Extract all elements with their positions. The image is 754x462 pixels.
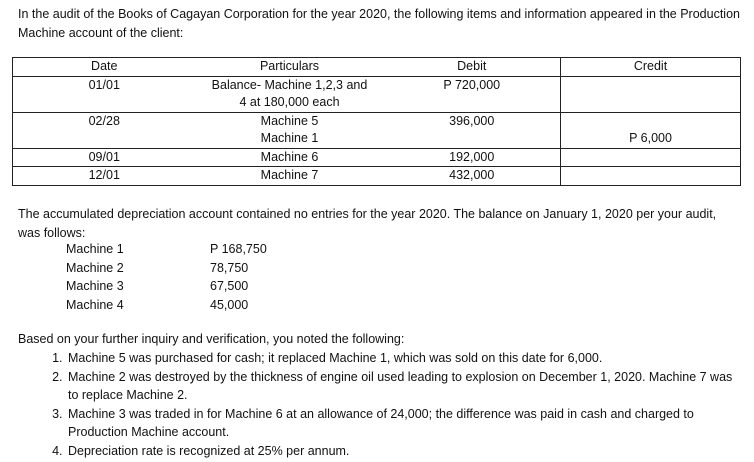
production-machine-table xyxy=(12,57,741,186)
particulars-cell: Machine 7 xyxy=(260,168,319,182)
machine-name: Machine 3 xyxy=(66,279,124,293)
machine-value: 45,000 xyxy=(210,297,249,312)
debit-cell: 396,000 xyxy=(384,112,561,148)
machine-value: P 168,750 xyxy=(210,242,267,256)
debit-cell: P 720,000 xyxy=(384,76,561,112)
date-cell: 01/01 xyxy=(13,76,196,112)
credit-cell xyxy=(561,76,741,112)
accum-row xyxy=(66,259,267,278)
intro-paragraph: In the audit of the Books of Cagayan Corporation for the year 2020, the following items and information appeared in the Production Machine account of the client: xyxy=(18,7,740,40)
note-item: 1. Machine 5 was purchased for cash; it replaced Machine 1, which was sold on this date for 6,000. xyxy=(66,349,746,368)
accumulated-depreciation-list xyxy=(66,240,267,314)
table-row xyxy=(13,148,741,167)
table-row xyxy=(13,167,741,186)
accum-row xyxy=(66,296,267,315)
credit-cell xyxy=(561,167,741,186)
credit-cell: P 6,000 xyxy=(561,112,741,148)
particulars-line: Machine 1 xyxy=(260,131,319,145)
header-date: Date xyxy=(13,58,196,77)
date-cell: 02/28 xyxy=(13,112,196,148)
date-cell: 12/01 xyxy=(88,168,120,182)
particulars-line: Balance- Machine 1,2,3 and xyxy=(211,77,368,92)
notes-list xyxy=(18,349,746,460)
machine-name: Machine 4 xyxy=(66,297,124,312)
particulars-line: 4 at 180,000 each xyxy=(239,95,340,109)
accumulated-depreciation-paragraph: The accumulated depreciation account contained no entries for the year 2020. The balance on January 1, 2020 per your audit, was follows: xyxy=(18,207,717,240)
particulars-cell xyxy=(196,76,384,112)
debit-cell: 432,000 xyxy=(449,168,495,182)
table-row xyxy=(13,112,741,148)
header-credit: Credit xyxy=(561,58,741,77)
date-cell: 09/01 xyxy=(13,148,196,167)
particulars-line: Machine 5 xyxy=(260,113,319,128)
table-header-row xyxy=(13,58,741,77)
debit-cell: 192,000 xyxy=(384,148,561,167)
table-row xyxy=(13,76,741,112)
particulars-cell xyxy=(196,112,384,148)
header-particulars: Particulars xyxy=(196,58,384,77)
particulars-cell: Machine 6 xyxy=(196,148,384,167)
note-item: 4. Depreciation rate is recognized at 25% per annum. xyxy=(66,442,746,461)
note-item: 2. Machine 2 was destroyed by the thickness of engine oil used leading to explosion on December 1, 2020. Machine 7 was to replace Machine 2. xyxy=(66,368,746,405)
machine-value: 78,750 xyxy=(210,260,249,275)
note-item: 3. Machine 3 was traded in for Machine 6 at an allowance of 24,000; the difference was paid in cash and charged to Production Machine account. xyxy=(66,405,746,442)
credit-cell xyxy=(561,148,741,167)
machine-name: Machine 1 xyxy=(66,242,124,256)
machine-value: 67,500 xyxy=(210,279,249,293)
machine-name: Machine 2 xyxy=(66,260,124,275)
inquiry-paragraph: Based on your further inquiry and verification, you noted the following: xyxy=(18,332,405,346)
accum-row xyxy=(66,240,267,259)
accum-row xyxy=(66,277,267,296)
header-debit: Debit xyxy=(384,58,561,77)
